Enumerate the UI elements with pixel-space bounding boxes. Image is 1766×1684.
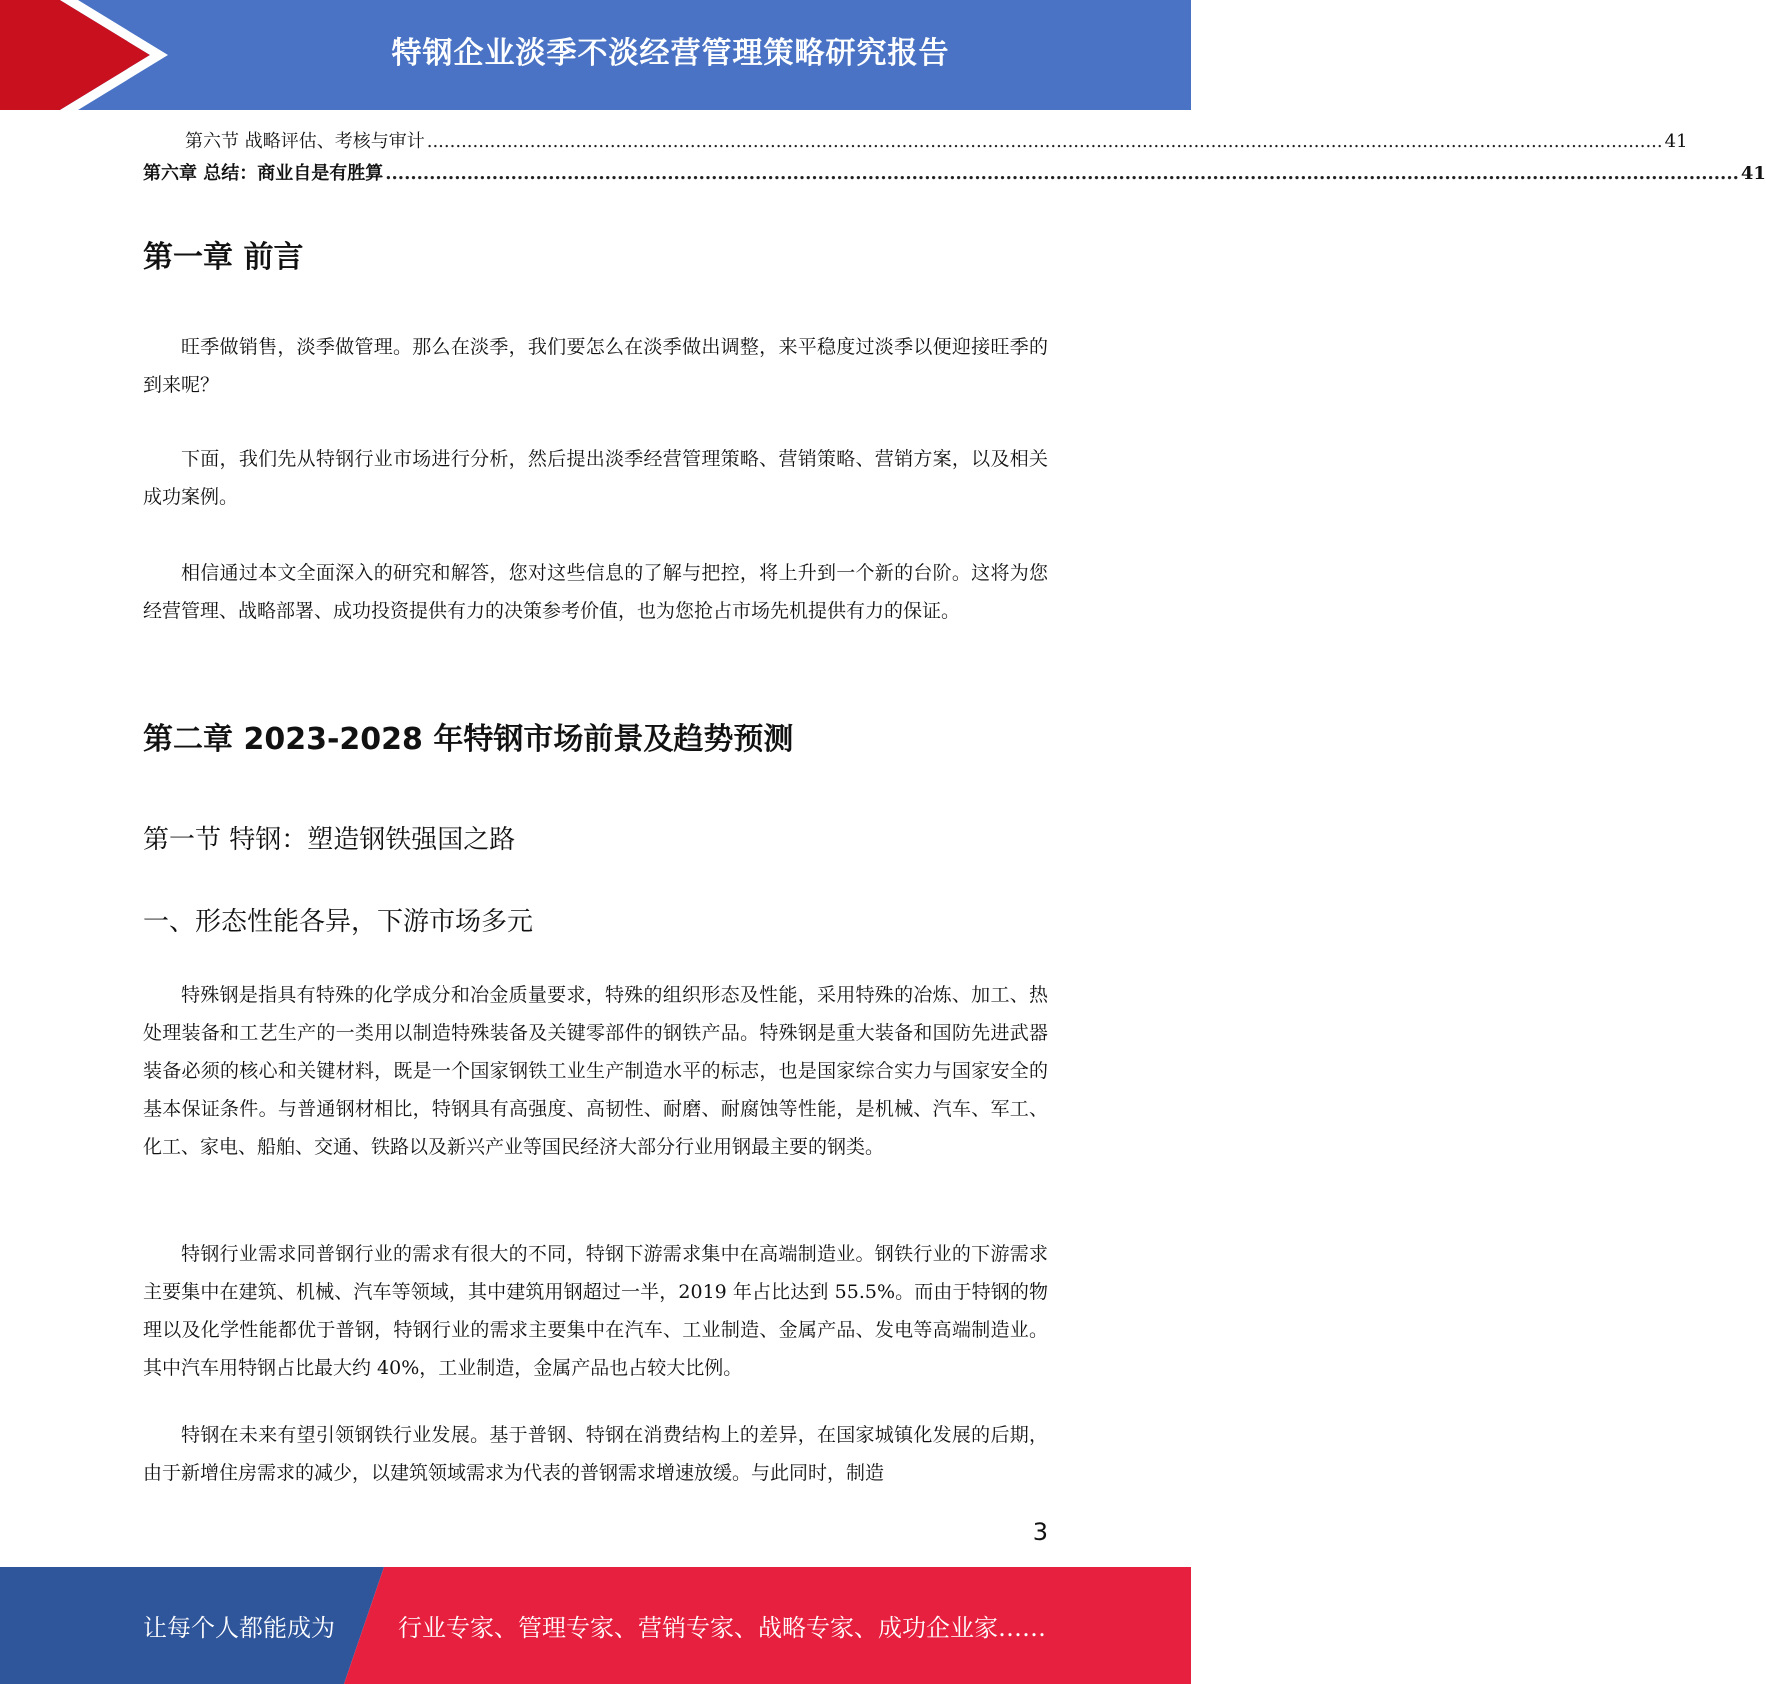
toc-entry-label: 第六节 战略评估、考核与审计 (185, 131, 425, 152)
header-title: 特钢企业淡季不淡经营管理策略研究报告 (391, 36, 950, 71)
table-of-contents (143, 127, 1766, 191)
paragraph: 相信通过本文全面深入的研究和解答，您对这些信息的了解与把控，将上升到一个新的台阶。这将为您经营管理、战略部署、成功投资提供有力的决策参考价值，也为您抢占市场先机提供有力的保证。 (143, 562, 1048, 622)
paragraph: 下面，我们先从特钢行业市场进行分析，然后提出淡季经营管理策略、营销策略、营销方案，以及相关成功案例。 (143, 448, 1048, 508)
subsection-heading: 一、形态性能各异，下游市场多元 (143, 907, 534, 937)
paragraph: 特钢行业需求同普钢行业的需求有很大的不同，特钢下游需求集中在高端制造业。钢铁行业的下游需求主要集中在建筑、机械、汽车等领域，其中建筑用钢超过一半，2019 年占比达到 55.5%。而由于特钢的物理以及化学性能都优于普钢，特钢行业的需求主要集中在汽车、工业制造、金属产品、发电等高端制造业。其中汽车用特钢占比最大约 40%，工业制造，金属产品也占较大比例。 (143, 1243, 1048, 1379)
section-heading: 第一节 特钢：塑造钢铁强国之路 (143, 825, 516, 855)
toc-entry[interactable] (143, 159, 1766, 191)
footer-slogan-left: 让每个人都能成为 (143, 1614, 335, 1642)
toc-leader-dots: ........................................................................................................................................................................................................................ (426, 131, 1663, 152)
chapter-heading: 第二章 2023-2028 年特钢市场前景及趋势预测 (143, 722, 794, 757)
header-banner (0, 0, 1191, 110)
toc-entry-label: 第六章 总结：商业自是有胜算 (143, 163, 384, 184)
toc-entry[interactable] (143, 127, 1688, 159)
footer-banner (0, 1567, 1191, 1684)
paragraph: 特殊钢是指具有特殊的化学成分和冶金质量要求，特殊的组织形态及性能，采用特殊的冶炼、加工、热处理装备和工艺生产的一类用以制造特殊装备及关键零部件的钢铁产品。特殊钢是重大装备和国防先进武器装备必须的核心和关键材料，既是一个国家钢铁工业生产制造水平的标志，也是国家综合实力与国家安全的基本保证条件。与普通钢材相比，特钢具有高强度、高韧性、耐磨、耐腐蚀等性能，是机械、汽车、军工、化工、家电、船舶、交通、铁路以及新兴产业等国民经济大部分行业用钢最主要的钢类。 (143, 984, 1048, 1158)
toc-entry-page: 41 (1740, 163, 1766, 184)
page-number: 3 (1032, 1518, 1048, 1546)
footer-slogan-right: 行业专家、管理专家、营销专家、战略专家、成功企业家…… (398, 1614, 1046, 1642)
toc-entry-page: 41 (1664, 131, 1688, 152)
chapter-heading: 第一章 前言 (143, 240, 304, 275)
paragraph: 旺季做销售，淡季做管理。那么在淡季，我们要怎么在淡季做出调整，来平稳度过淡季以便迎接旺季的到来呢？ (143, 336, 1048, 396)
toc-leader-dots: ........................................................................................................................................................................................................................ (385, 163, 1739, 184)
paragraph: 特钢在未来有望引领钢铁行业发展。基于普钢、特钢在消费结构上的差异，在国家城镇化发展的后期，由于新增住房需求的减少，以建筑领域需求为代表的普钢需求增速放缓。与此同时，制造 (143, 1424, 1048, 1484)
